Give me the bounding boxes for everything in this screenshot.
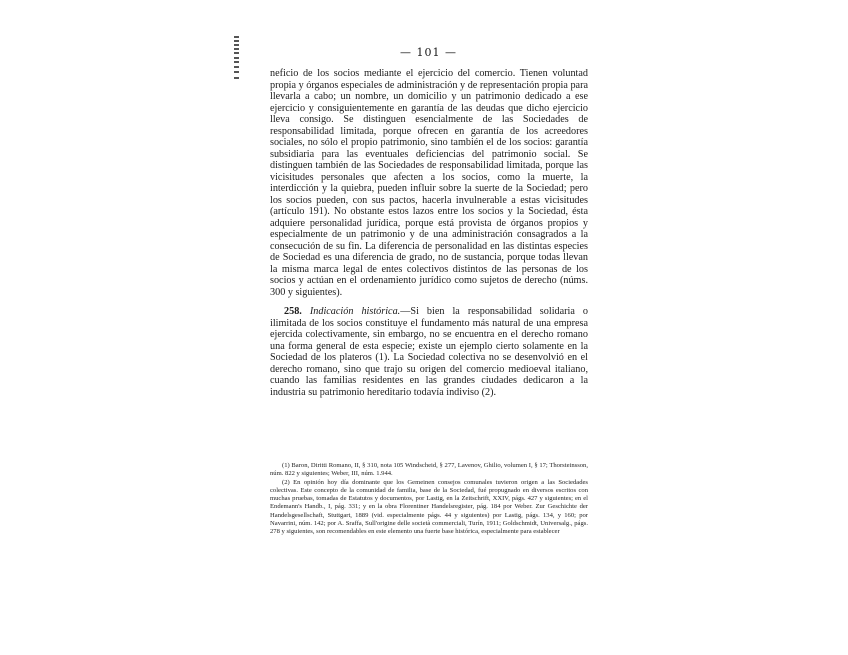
paragraph: neficio de los socios mediante el ejercicio del comercio. Tienen voluntad propia y órganos especiales de administración y de representación propia para llevarla a cabo; un nombre, un domicilio y un patrimonio dedicado a ese ejercicio y consiguientemente en garantía de las deudas que dicho ejercicio lleva consigo. Se distinguen esencialmente de las Sociedades de responsabilidad limitada, porque ofrecen en garantía de los acreedores sociales, no sólo el propio patrimonio, sino también el de los socios: garantía subsidiaria para las eventuales deficiencias del patrimonio social. Se distinguen también de las Sociedades de responsabilidad limitada, porque las vicisitudes personales que afecten a los socios, como la muerte, la interdicción y la quiebra, pueden influir sobre la suerte de la Sociedad; pero los socios pueden, con sus pactos, hacerla invulnerable a estas vicisitudes (artículo 191). No obstante estos lazos entre los socios y la Sociedad, ésta adquiere personalidad jurídica, porque está provista de órganos propios y especialmente de un patrimonio y de una administración consagrados a la consecución de su fin. La diferencia de personalidad en las distintas especies de Sociedad es una diferencia de grado, no de sustancia, porque todas llevan la misma marca legal de entes colectivos distintos de las personas de los socios y actúan en el ordenamiento jurídico como sujetos de derecho (núms. 300 y siguientes). (270, 68, 588, 298)
footnotes (270, 462, 588, 537)
section-paragraph (270, 306, 588, 398)
page-number: — 101 — (400, 46, 457, 59)
scanned-page (232, 30, 590, 630)
section-title: Indicación histórica. (309, 306, 401, 317)
binding-edge-marks (232, 30, 242, 630)
main-text (270, 68, 588, 398)
footnote: (2) En opinión hoy día dominante que los Gemeinen consejos comunales tuvieron origen a las Sociedades colectivas. Este concepto de la comunidad de familia, base de la Sociedad, fué propugnado en diversos escritos con muchas pruebas, tomadas de Estatutos y documentos, por Lastig, en la Zeitschrift, XXIV, págs. 427 y siguientes; en el Endemann's Handb., I, pág. 331; y en la obra Florentiner Handelsregister, pág. 184 por Weber. Zur Geschichte der Handelsgesellschaft, Stuttgart, 1889 (vid. especialmente págs. 44 y siguientes) por Lastig, págs. 134, y 160; por Navarrini, núm. 142; por A. Sraffa, Sull'origine delle società commerciali, Turín, 1911; Goldschmidt, Universalg., págs. 278 y siguientes, son recomendables en este elemento una fuerte base histórica, especialmente para establecer (270, 479, 588, 535)
section-text: —Si bien la responsabilidad solidaria o ilimitada de los socios constituye el fundamento más natural de una empresa ejercida colectivamente, sin embargo, no se encuentra en el derecho romano una forma general de esta especie; existe un ejemplo cierto solamente en la Sociedad de los plateros (1). La Sociedad colectiva no se desenvolvió en el derecho romano, sino que trajo su origen del comercio medioeval italiano, cuando las familias residentes en las grandes ciudades dedicaron a la industria su patrimonio hereditario todavía indiviso (2). (270, 306, 588, 398)
footnote: (1) Baron, Diritti Romano, II, § 310, nota 105 Windscheid, § 277, Lavenov, Ghilio, volumen I, § 17; Thorsteinsson, núm. 822 y siguientes; Weber, III, núm. 1.944. (270, 462, 588, 478)
section-number: 258. (284, 306, 302, 317)
